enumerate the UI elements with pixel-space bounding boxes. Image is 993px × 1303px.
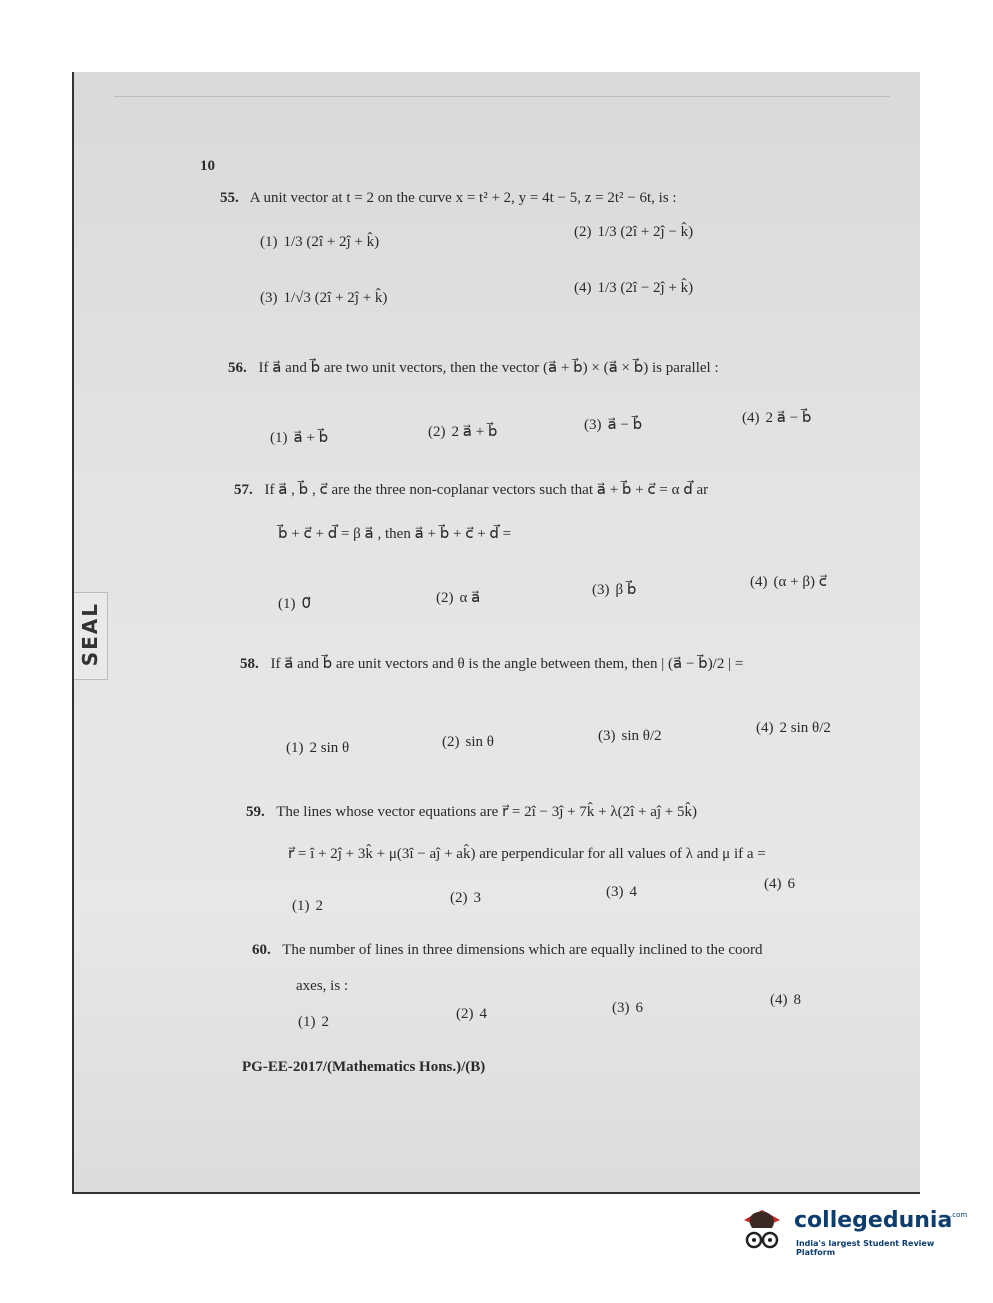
option-59-3: (3) 4 bbox=[606, 884, 637, 900]
option-55-1: (1) 1/3 (2î + 2ĵ + k̂) bbox=[260, 234, 380, 250]
option-60-4: (4) 8 bbox=[770, 992, 801, 1008]
option-57-1: (1) 0⃗ bbox=[278, 596, 312, 612]
option-59-2: (2) 3 bbox=[450, 890, 481, 906]
scan-top-rule bbox=[114, 96, 890, 97]
brand-domain-suffix: .com bbox=[950, 1211, 968, 1219]
option-55-3: (3) 1/√3 (2î + 2ĵ + k̂) bbox=[260, 290, 388, 306]
brand-tagline: India's largest Student Review Platform bbox=[796, 1239, 935, 1257]
question-number: 60. bbox=[252, 942, 271, 958]
question-text: axes, is : bbox=[296, 978, 349, 994]
option-58-2: (2) sin θ bbox=[442, 734, 494, 750]
question-59-line2 bbox=[288, 844, 766, 863]
seal-label: SEAL bbox=[78, 602, 102, 667]
option-57-3: (3) β b⃗ bbox=[592, 582, 637, 598]
question-57-line2 bbox=[278, 524, 511, 543]
paper-code-footer: PG-EE-2017/(Mathematics Hons.)/(B) bbox=[242, 1059, 486, 1075]
question-text: If a⃗ and b⃗ are two unit vectors, then the vector (a⃗ + b⃗) × (a⃗ × b⃗) is parallel : bbox=[258, 360, 719, 376]
option-58-4: (4) 2 sin θ/2 bbox=[756, 720, 831, 736]
option-56-2: (2) 2 a⃗ + b⃗ bbox=[428, 424, 498, 440]
option-56-1: (1) a⃗ + b⃗ bbox=[270, 430, 329, 446]
student-mascot-icon bbox=[736, 1202, 788, 1254]
question-text: If a⃗ , b⃗ , c⃗ are the three non-coplanar vectors such that a⃗ + b⃗ + c⃗ = α d⃗ ar bbox=[264, 482, 709, 498]
option-57-2: (2) α a⃗ bbox=[436, 590, 481, 606]
option-60-3: (3) 6 bbox=[612, 1000, 643, 1016]
option-59-1: (1) 2 bbox=[292, 898, 323, 914]
option-58-1: (1) 2 sin θ bbox=[286, 740, 350, 756]
option-55-4: (4) 1/3 (2î − 2ĵ + k̂) bbox=[574, 280, 694, 296]
question-text: r⃗ = î + 2ĵ + 3k̂ + μ(3î − aĵ + ak̂) are perpendicular for all values of λ and μ if a = bbox=[288, 846, 766, 862]
question-59 bbox=[246, 802, 697, 821]
question-text: b⃗ + c⃗ + d⃗ = β a⃗ , then a⃗ + b⃗ + c⃗ + d⃗ = bbox=[278, 526, 512, 542]
question-text: A unit vector at t = 2 on the curve x = t² + 2, y = 4t − 5, z = 2t² − 6t, is : bbox=[249, 190, 677, 206]
page-number: 10 bbox=[200, 158, 215, 174]
option-58-3: (3) sin θ/2 bbox=[598, 728, 662, 744]
question-60-line2 bbox=[296, 978, 348, 995]
option-59-4: (4) 6 bbox=[764, 876, 795, 892]
question-55 bbox=[220, 190, 677, 207]
brand-name: collegedunia bbox=[794, 1208, 953, 1233]
option-60-1: (1) 2 bbox=[298, 1014, 329, 1030]
question-58 bbox=[240, 654, 743, 673]
brand-logo[interactable] bbox=[736, 1198, 966, 1260]
option-57-4: (4) (α + β) c⃗ bbox=[750, 574, 827, 590]
question-number: 58. bbox=[240, 656, 259, 672]
question-56 bbox=[228, 358, 719, 377]
question-60 bbox=[252, 942, 763, 959]
question-text: The number of lines in three dimensions which are equally inclined to the coord bbox=[282, 942, 763, 958]
question-number: 55. bbox=[220, 190, 239, 206]
option-56-3: (3) a⃗ − b⃗ bbox=[584, 417, 643, 433]
option-60-2: (2) 4 bbox=[456, 1006, 487, 1022]
question-number: 56. bbox=[228, 360, 247, 376]
option-56-4: (4) 2 a⃗ − b⃗ bbox=[742, 410, 812, 426]
question-text: If a⃗ and b⃗ are unit vectors and θ is the angle between them, then | (a⃗ − b⃗)/2 | = bbox=[270, 656, 744, 672]
question-number: 57. bbox=[234, 482, 253, 498]
option-55-2: (2) 1/3 (2î + 2ĵ − k̂) bbox=[574, 224, 694, 240]
question-text: The lines whose vector equations are r⃗ = 2î − 3ĵ + 7k̂ + λ(2î + aĵ + 5k̂) bbox=[276, 804, 698, 820]
scanned-page bbox=[72, 72, 920, 1194]
question-number: 59. bbox=[246, 804, 265, 820]
question-57 bbox=[234, 480, 708, 499]
